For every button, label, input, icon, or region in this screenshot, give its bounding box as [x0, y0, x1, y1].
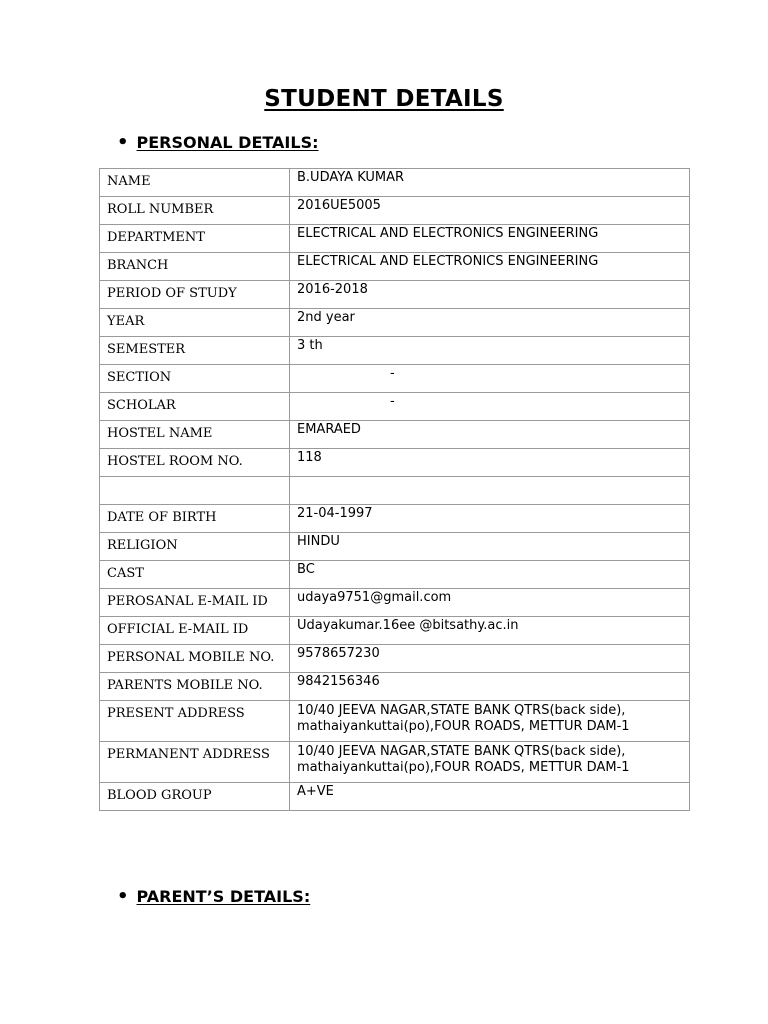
table-row: [100, 253, 690, 281]
table-row: [100, 449, 690, 477]
table-row: [100, 645, 690, 673]
table-row: [100, 365, 690, 393]
table-row-empty: [100, 477, 690, 505]
field-value-section: -: [290, 365, 690, 393]
field-value-personal-mobile: 9578657230: [290, 645, 690, 673]
field-label-hostel-name: HOSTEL NAME: [100, 421, 290, 449]
parent-details-heading: [117, 887, 310, 906]
field-label-empty: [100, 477, 290, 505]
field-label-scholar: SCHOLAR: [100, 393, 290, 421]
field-label-personal-mobile: PERSONAL MOBILE NO.: [100, 645, 290, 673]
field-label-date-of-birth: DATE OF BIRTH: [100, 505, 290, 533]
field-value-hostel-room-no: 118: [290, 449, 690, 477]
table-row: [100, 197, 690, 225]
field-value-roll-number: 2016UE5005: [290, 197, 690, 225]
field-value-parents-mobile: 9842156346: [290, 673, 690, 701]
field-value-semester: 3 th: [290, 337, 690, 365]
field-value-date-of-birth: 21-04-1997: [290, 505, 690, 533]
bullet-icon: •: [117, 885, 129, 907]
table-row: [100, 783, 690, 811]
personal-details-label: PERSONAL DETAILS:: [136, 133, 319, 152]
field-value-permanent-address: [290, 742, 690, 783]
field-value-branch: ELECTRICAL AND ELECTRONICS ENGINEERING: [290, 253, 690, 281]
field-value-religion: HINDU: [290, 533, 690, 561]
field-label-roll-number: ROLL NUMBER: [100, 197, 290, 225]
field-label-semester: SEMESTER: [100, 337, 290, 365]
present-address-line-2: mathaiyankuttai(po),FOUR ROADS, METTUR DAM-1: [297, 719, 630, 734]
present-address-line-1: 10/40 JEEVA NAGAR,STATE BANK QTRS(back side),: [297, 703, 626, 718]
table-row: [100, 281, 690, 309]
field-label-cast: CAST: [100, 561, 290, 589]
table-row: [100, 673, 690, 701]
field-label-religion: RELIGION: [100, 533, 290, 561]
table-row: [100, 393, 690, 421]
field-label-permanent-address: PERMANENT ADDRESS: [100, 742, 290, 783]
permanent-address-line-1: 10/40 JEEVA NAGAR,STATE BANK QTRS(back side),: [297, 744, 626, 759]
table-row: [100, 742, 690, 783]
bullet-icon: •: [117, 131, 129, 153]
field-value-hostel-name: EMARAED: [290, 421, 690, 449]
table-row: [100, 337, 690, 365]
field-label-name: NAME: [100, 169, 290, 197]
field-value-period-of-study: 2016-2018: [290, 281, 690, 309]
field-value-year: 2nd year: [290, 309, 690, 337]
field-value-scholar: -: [290, 393, 690, 421]
table-row: [100, 617, 690, 645]
field-value-present-address: [290, 701, 690, 742]
field-label-period-of-study: PERIOD OF STUDY: [100, 281, 290, 309]
personal-details-heading: [117, 133, 319, 152]
field-value-official-email: Udayakumar.16ee @bitsathy.ac.in: [290, 617, 690, 645]
table-row: [100, 533, 690, 561]
table-row: [100, 701, 690, 742]
table-row: [100, 169, 690, 197]
field-label-personal-email: PEROSANAL E-MAIL ID: [100, 589, 290, 617]
field-value-department: ELECTRICAL AND ELECTRONICS ENGINEERING: [290, 225, 690, 253]
document-title: STUDENT DETAILS: [264, 86, 504, 112]
field-label-branch: BRANCH: [100, 253, 290, 281]
field-label-official-email: OFFICIAL E-MAIL ID: [100, 617, 290, 645]
field-label-present-address: PRESENT ADDRESS: [100, 701, 290, 742]
field-label-parents-mobile: PARENTS MOBILE NO.: [100, 673, 290, 701]
field-label-hostel-room-no: HOSTEL ROOM NO.: [100, 449, 290, 477]
field-value-blood-group: A+VE: [290, 783, 690, 811]
table-row: [100, 309, 690, 337]
table-row: [100, 225, 690, 253]
field-value-cast: BC: [290, 561, 690, 589]
personal-details-table: [99, 168, 690, 811]
table-row: [100, 561, 690, 589]
table-row: [100, 589, 690, 617]
table-row: [100, 421, 690, 449]
field-value-personal-email: udaya9751@gmail.com: [290, 589, 690, 617]
parent-details-label: PARENT’S DETAILS:: [136, 887, 311, 906]
field-label-year: YEAR: [100, 309, 290, 337]
field-value-empty: [290, 477, 690, 505]
field-label-department: DEPARTMENT: [100, 225, 290, 253]
field-label-blood-group: BLOOD GROUP: [100, 783, 290, 811]
table-row: [100, 505, 690, 533]
field-label-section: SECTION: [100, 365, 290, 393]
permanent-address-line-2: mathaiyankuttai(po),FOUR ROADS, METTUR DAM-1: [297, 760, 630, 775]
field-value-name: B.UDAYA KUMAR: [290, 169, 690, 197]
